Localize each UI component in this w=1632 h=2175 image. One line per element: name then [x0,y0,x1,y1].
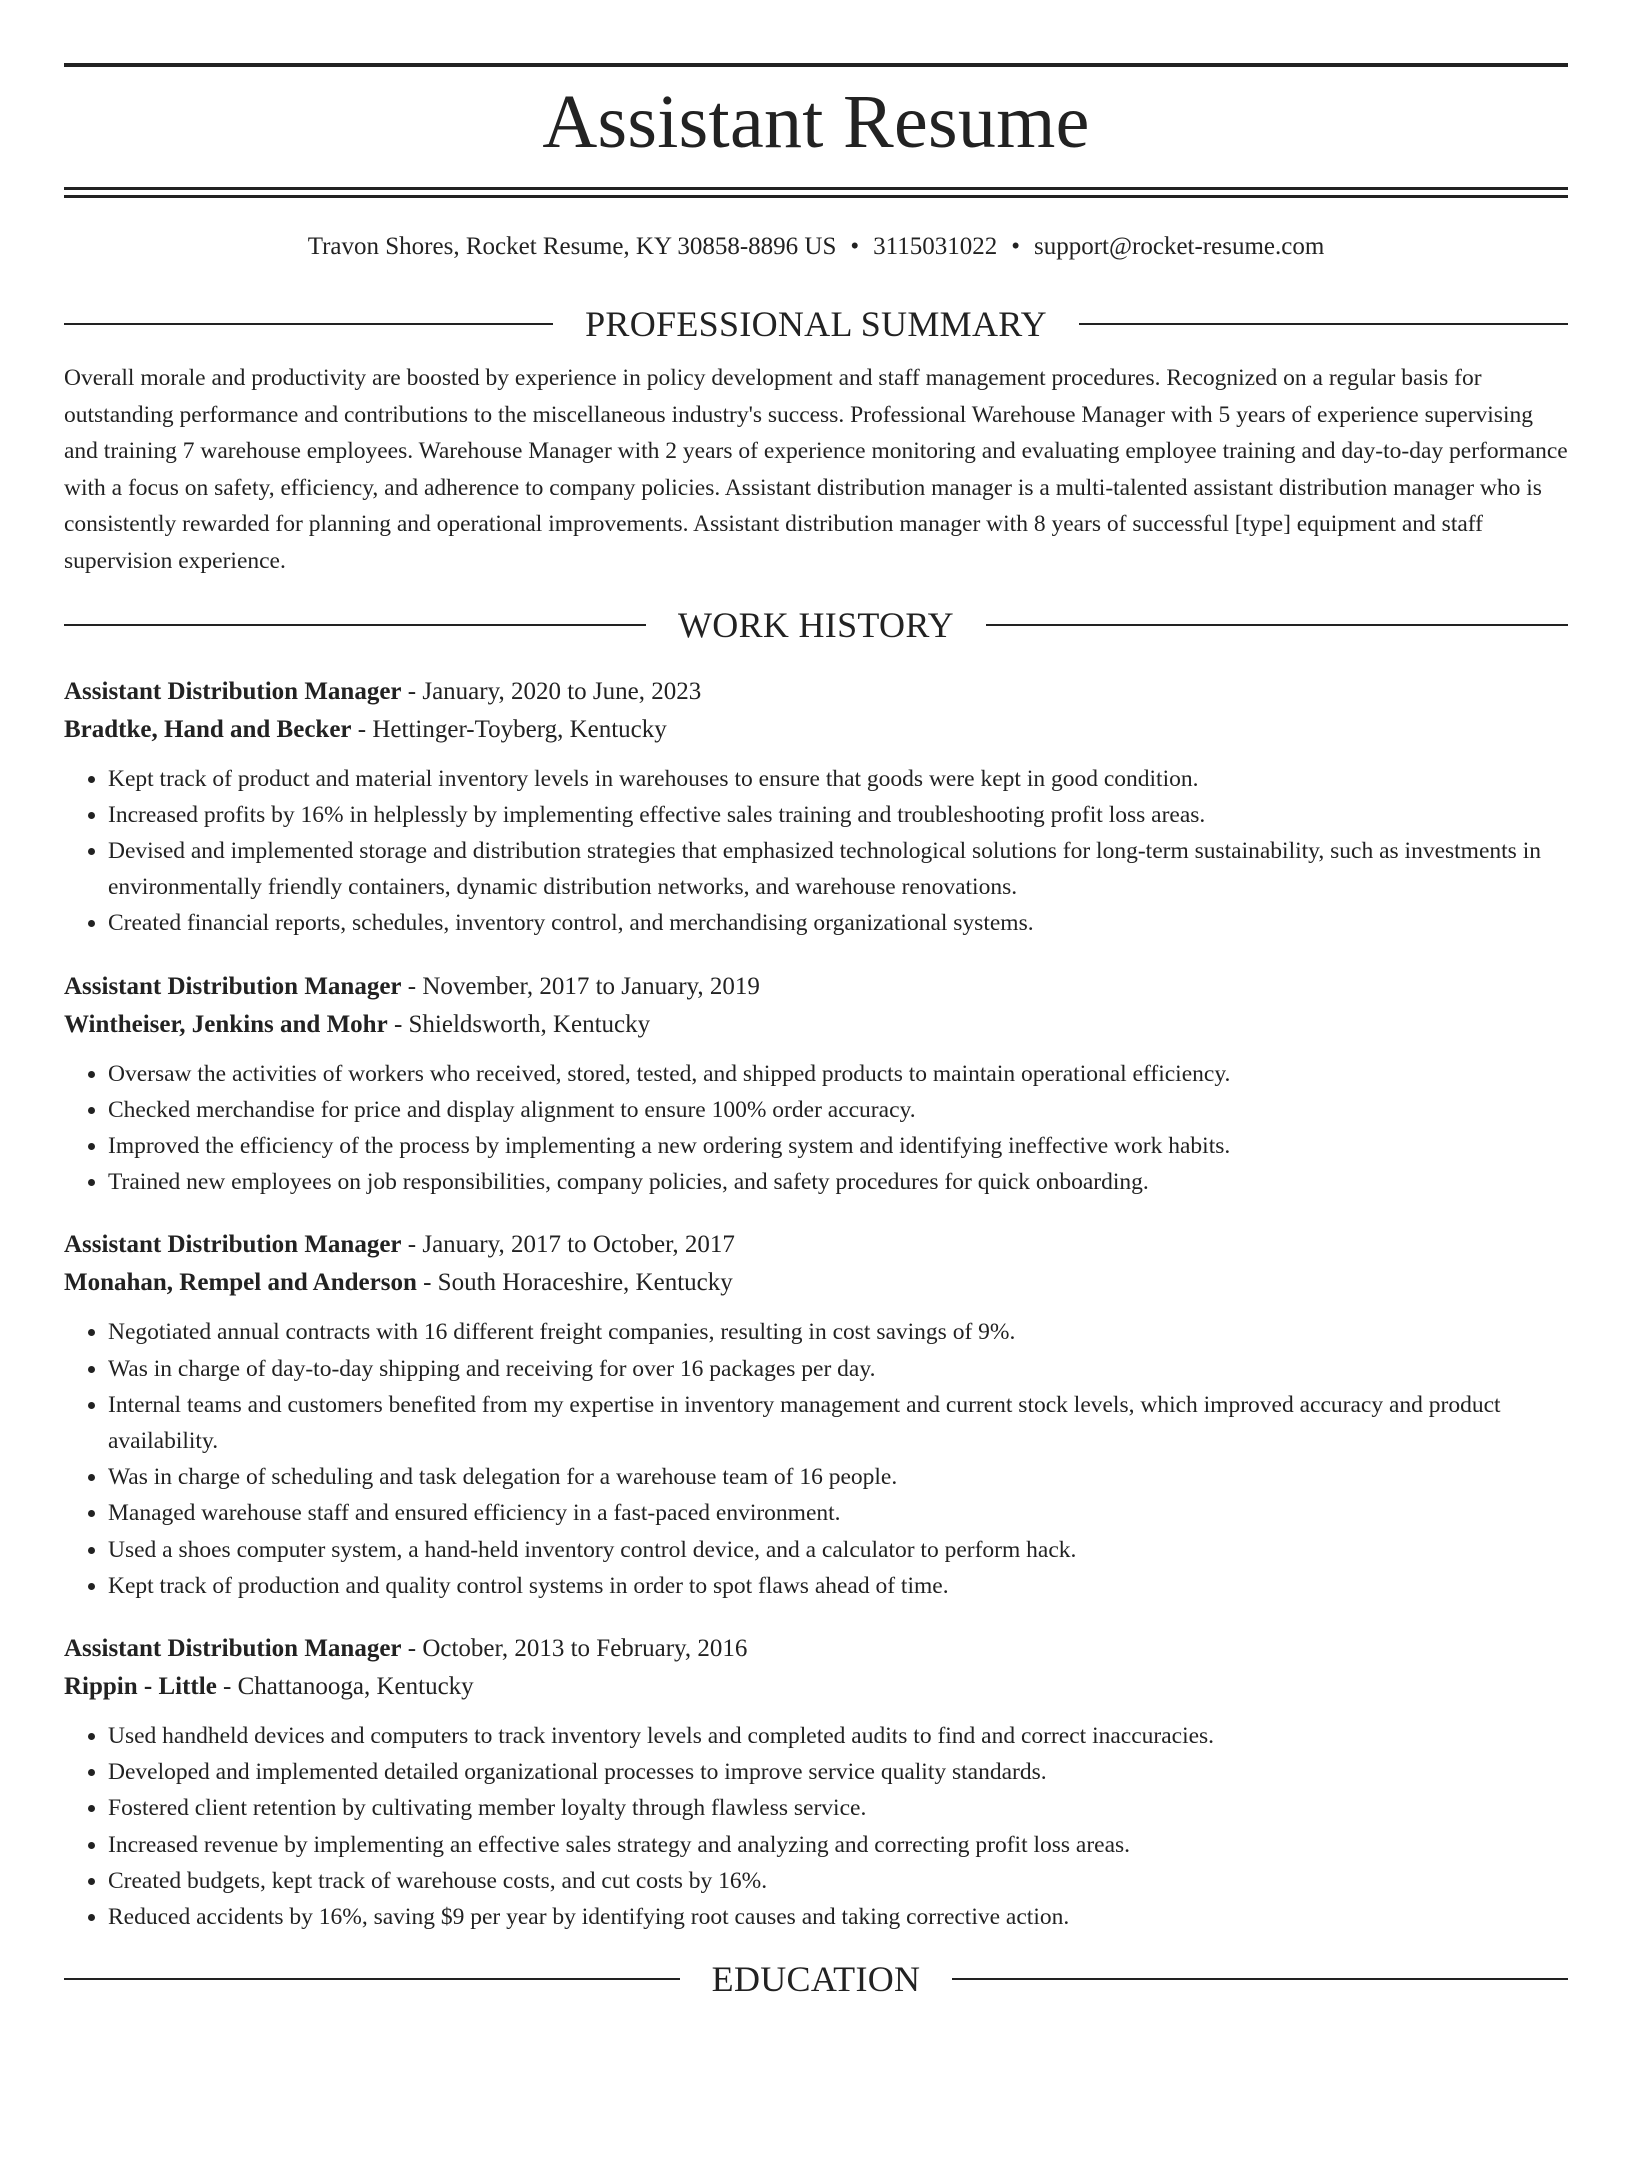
job-location: - South Horaceshire, Kentucky [416,1269,733,1297]
job-title: Assistant Distribution Manager [64,677,402,705]
resume-page [0,63,1632,2175]
job-company: Wintheiser, Jenkins and Mohr [64,1010,388,1038]
work-history-list [64,673,1568,1936]
job-location: - Hettinger-Toyberg, Kentucky [351,715,667,743]
heading-rule-right [1079,323,1568,325]
job-bullet-list [64,1056,1568,1201]
job-title-line [64,673,1568,711]
job-entry [64,968,1568,1201]
job-company: Rippin - Little [64,1672,217,1700]
job-bullet: • Internal teams and customers benefited from my expertise in inventory management and current stock levels, which improved accuracy and product availability. [108,1387,1568,1459]
job-company-line [64,1006,1568,1044]
section-heading-summary [64,302,1568,346]
contact-line [64,232,1568,262]
job-bullet: • Developed and implemented detailed organizational processes to improve service quality standards. [108,1754,1568,1790]
section-title: PROFESSIONAL SUMMARY [585,304,1047,344]
job-dates: - November, 2017 to January, 2019 [401,972,760,1000]
job-bullet: • Checked merchandise for price and display alignment to ensure 100% order accuracy. [108,1092,1568,1128]
contact-email: support@rocket-resume.com [1034,233,1325,260]
job-bullet: • Was in charge of scheduling and task delegation for a warehouse team of 16 people. [108,1459,1568,1495]
top-rule [64,63,1568,67]
job-dates: - January, 2017 to October, 2017 [401,1231,735,1259]
job-title: Assistant Distribution Manager [64,1634,402,1662]
job-bullet-list [64,761,1568,942]
job-location: - Shieldsworth, Kentucky [387,1010,651,1038]
job-entry [64,1226,1568,1604]
section-heading-education [64,1957,1568,2001]
job-dates: - January, 2020 to June, 2023 [401,677,702,705]
job-bullet: • Devised and implemented storage and distribution strategies that emphasized technological solutions for long-term sustainability, such as investments in environmentally friendly containers, dynamic distribution networks, and warehouse renovations. [108,833,1568,905]
job-title-line [64,1630,1568,1668]
job-title-line [64,968,1568,1006]
job-bullet: • Oversaw the activities of workers who received, stored, tested, and shipped products to maintain operational efficiency. [108,1056,1568,1092]
job-bullet: • Increased profits by 16% in helplessly by implementing effective sales training and troubleshooting profit loss areas. [108,797,1568,833]
heading-rule-left [64,323,553,325]
heading-rule-left [64,624,646,626]
contact-phone: 3115031022 [873,233,998,260]
job-bullet: • Trained new employees on job responsibilities, company policies, and safety procedures for quick onboarding. [108,1164,1568,1200]
section-heading-work-history [64,603,1568,647]
job-title: Assistant Distribution Manager [64,1231,402,1259]
resume-title: Assistant Resume [542,80,1090,164]
contact-address: Travon Shores, Rocket Resume, KY 30858-8896 US [307,233,837,260]
job-title: Assistant Distribution Manager [64,972,402,1000]
job-bullet: • Used a shoes computer system, a hand-held inventory control device, and a calculator to perform hack. [108,1532,1568,1568]
job-company-line [64,1264,1568,1302]
job-bullet: • Improved the efficiency of the process by implementing a new ordering system and identifying ineffective work habits. [108,1128,1568,1164]
job-company: Monahan, Rempel and Anderson [64,1269,417,1297]
job-bullet: • Created financial reports, schedules, inventory control, and merchandising organizational systems. [108,905,1568,941]
job-bullet: • Negotiated annual contracts with 16 different freight companies, resulting in cost savings of 9%. [108,1314,1568,1350]
summary-paragraph: Overall morale and productivity are boosted by experience in policy development and staff management procedures. Recognized on a regular basis for outstanding performance and contributions to the miscellaneous industry's success. Professional Warehouse Manager with 5 years of experience supervising and training 7 warehouse employees. Warehouse Manager with 2 years of experience monitoring and evaluating employee training and day-to-day performance with a focus on safety, efficiency, and adherence to company policies. Assistant distribution manager is a multi-talented assistant distribution manager who is consistently rewarded for planning and operational improvements. Assistant distribution manager with 8 years of successful [type] equipment and staff supervision experience. [64,365,1568,574]
job-bullet: • Kept track of product and material inventory levels in warehouses to ensure that goods were kept in good condition. [108,761,1568,797]
contact-separator: • [850,233,860,260]
job-bullet: • Managed warehouse staff and ensured efficiency in a fast-paced environment. [108,1495,1568,1531]
job-company-line [64,1668,1568,1706]
job-location: - Chattanooga, Kentucky [216,1672,474,1700]
job-bullet: • Reduced accidents by 16%, saving $9 per year by identifying root causes and taking corrective action. [108,1899,1568,1935]
job-dates: - October, 2013 to February, 2016 [401,1634,748,1662]
job-company-line [64,711,1568,749]
job-bullet: • Kept track of production and quality control systems in order to spot flaws ahead of time. [108,1568,1568,1604]
section-title: WORK HISTORY [678,604,954,645]
job-bullet: • Used handheld devices and computers to track inventory levels and completed audits to find and correct inaccuracies. [108,1718,1568,1754]
job-bullet-list [64,1314,1568,1604]
heading-rule-right [952,1978,1568,1980]
job-bullet: • Fostered client retention by cultivating member loyalty through flawless service. [108,1790,1568,1826]
job-entry [64,1630,1568,1935]
job-bullet: • Was in charge of day-to-day shipping and receiving for over 16 packages per day. [108,1351,1568,1387]
job-bullet-list [64,1718,1568,1935]
job-company: Bradtke, Hand and Becker [64,715,352,743]
job-bullet: • Increased revenue by implementing an effective sales strategy and analyzing and correcting profit loss areas. [108,1827,1568,1863]
heading-rule-left [64,1978,680,1980]
section-title: EDUCATION [711,1959,921,2000]
contact-separator: • [1011,233,1020,260]
job-entry [64,673,1568,942]
title-double-rule [64,187,1568,198]
job-title-line [64,1226,1568,1264]
job-bullet: • Created budgets, kept track of warehouse costs, and cut costs by 16%. [108,1863,1568,1899]
heading-rule-right [986,624,1568,626]
